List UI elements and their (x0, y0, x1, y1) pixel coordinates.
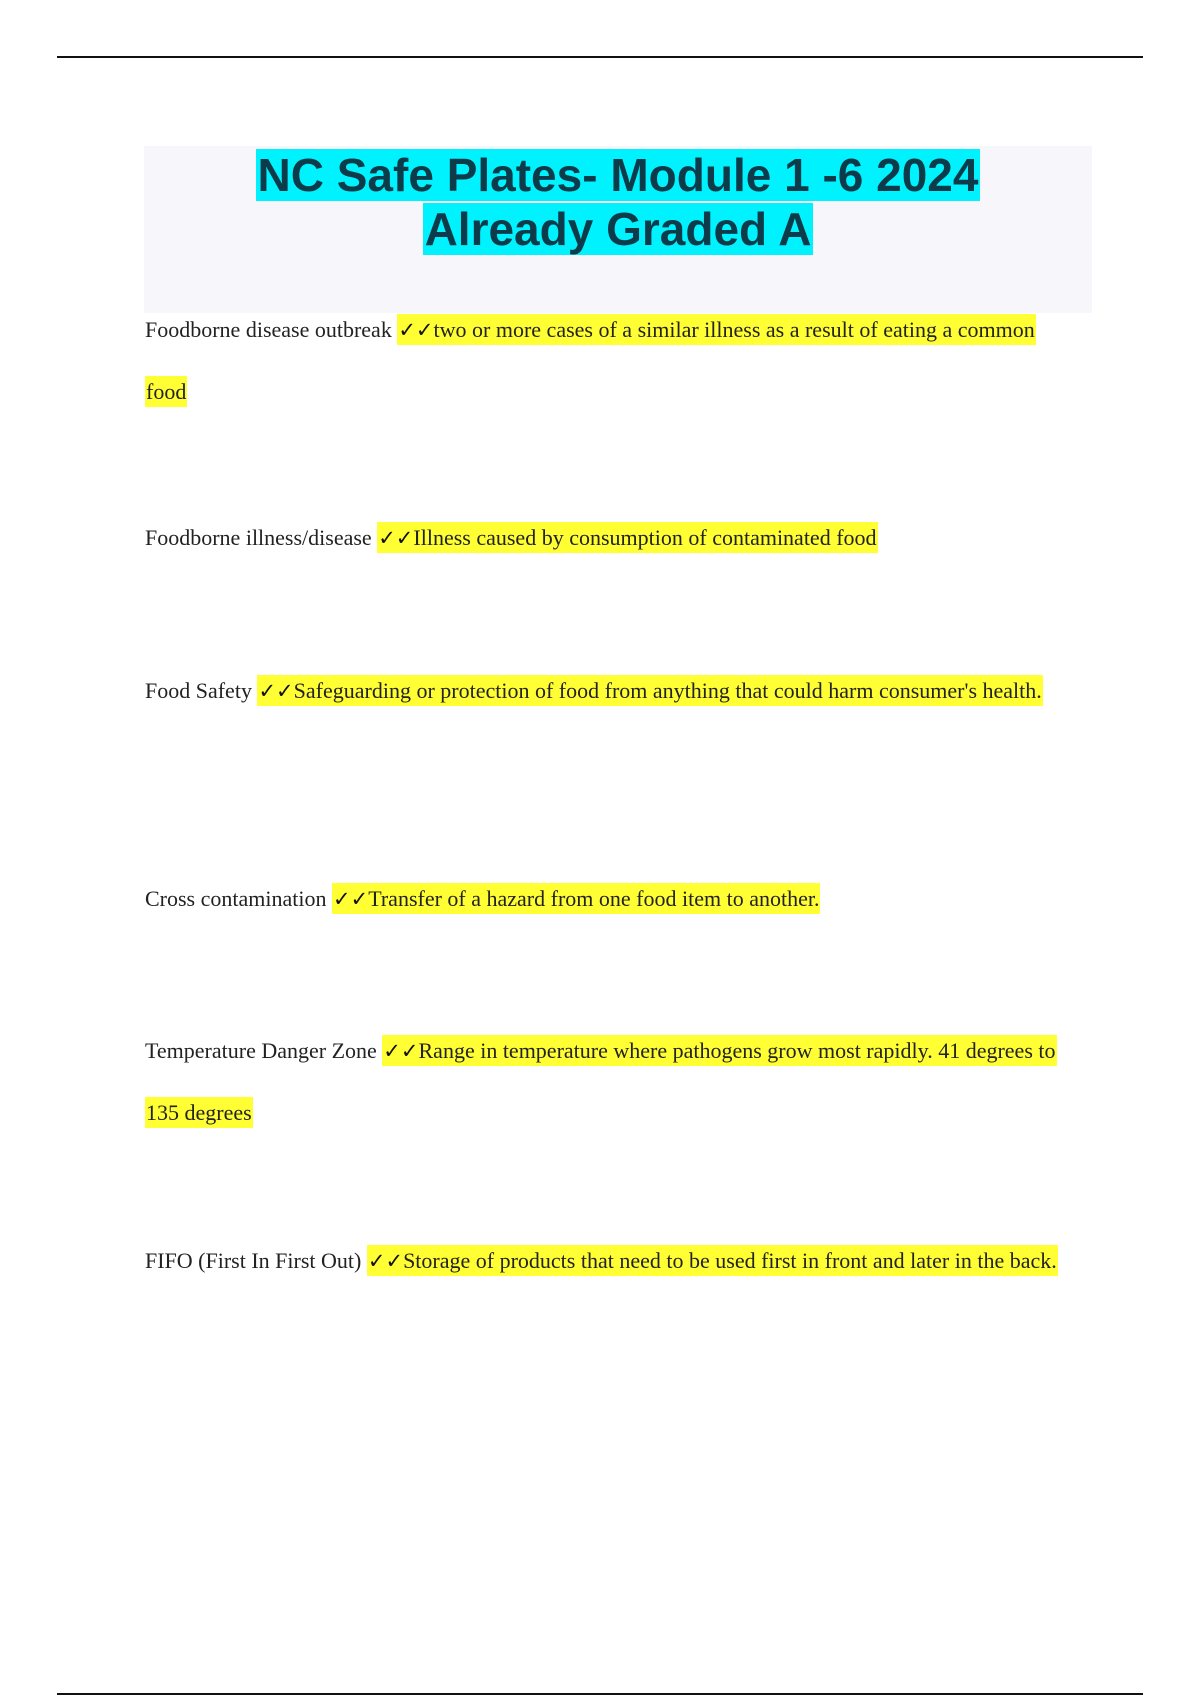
entry-definition: Transfer of a hazard from one food item to another. (368, 886, 820, 911)
entry-answer (377, 522, 877, 553)
entry-definition: Storage of products that need to be used first in front and later in the back. (403, 1248, 1057, 1273)
double-check-icon: ✓✓ (398, 318, 434, 342)
entry-answer (367, 1245, 1058, 1276)
entry-definition: Illness caused by consumption of contaminated food (413, 525, 877, 550)
entry-cross-contamination (145, 868, 1065, 930)
title-block (144, 146, 1092, 313)
entry-term: Cross contamination (145, 886, 327, 911)
entry-temperature-danger-zone (145, 1020, 1065, 1143)
entry-term: Foodborne illness/disease (145, 525, 372, 550)
document-title-line-1: NC Safe Plates- Module 1 -6 2024 (257, 149, 979, 201)
entry-foodborne-illness (145, 507, 1065, 569)
document-title-line-2: Already Graded A (424, 203, 812, 255)
double-check-icon: ✓✓ (367, 1249, 404, 1273)
entry-definition: Safeguarding or protection of food from anything that could harm consumer's health. (293, 678, 1042, 703)
double-check-icon: ✓✓ (258, 679, 294, 703)
entry-term: Food Safety (145, 678, 252, 703)
title-row-1 (144, 148, 1092, 202)
double-check-icon: ✓✓ (332, 887, 369, 911)
double-check-icon: ✓✓ (378, 526, 414, 550)
title-row-2 (144, 202, 1092, 256)
entry-term: FIFO (First In First Out) (145, 1248, 362, 1273)
double-check-icon: ✓✓ (383, 1039, 419, 1063)
top-rule (57, 56, 1143, 58)
entry-term: Temperature Danger Zone (145, 1038, 377, 1063)
entry-term: Foodborne disease outbreak (145, 317, 392, 342)
entry-answer (332, 883, 820, 914)
bottom-rule (57, 1693, 1143, 1695)
entry-definition: Range in temperature where pathogens grow most rapidly. 41 degrees to 135 degrees (146, 1038, 1056, 1125)
entry-foodborne-disease-outbreak (145, 299, 1065, 422)
entry-food-safety (145, 660, 1065, 722)
entry-fifo (145, 1230, 1065, 1292)
entry-definition: two or more cases of a similar illness as a result of eating a common food (146, 317, 1035, 404)
entry-answer (257, 675, 1042, 706)
